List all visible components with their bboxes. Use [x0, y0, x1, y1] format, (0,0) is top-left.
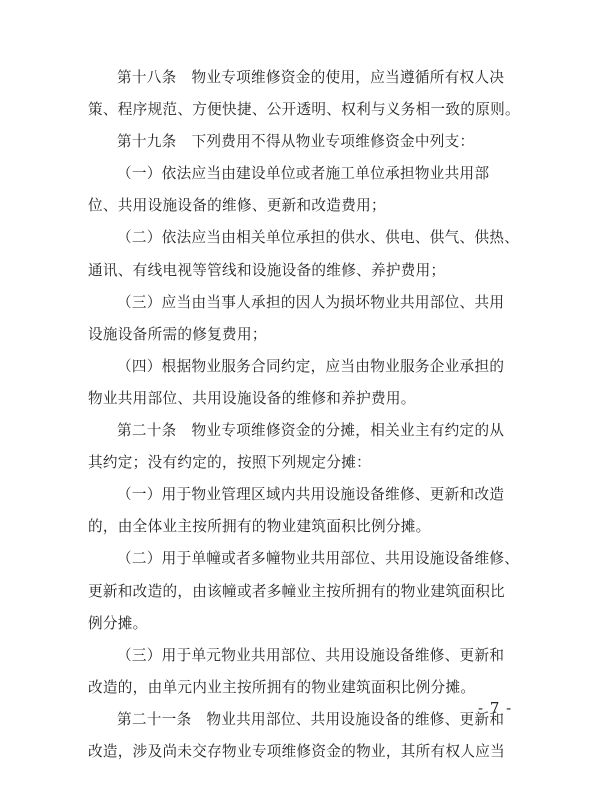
text-line: （二）用于单幢或者多幢物业共用部位、共用设施设备维修、 [117, 550, 520, 568]
text-line: 的，由全体业主按所拥有的物业建筑面积比例分摊。 [88, 518, 431, 536]
text-line: 策、程序规范、方便快捷、公开透明、权利与义务相一致的原则。 [88, 101, 520, 119]
text-line: 其约定；没有约定的，按照下列规定分摊： [88, 454, 371, 472]
text-line: 第十八条 物业专项维修资金的使用，应当遵循所有权人决 [117, 69, 505, 86]
text-line: （三）用于单元物业共用部位、共用设施设备维修、更新和 [117, 646, 505, 664]
text-line: （四）根据物业服务合同约定，应当由物业服务企业承担的 [117, 357, 505, 375]
text-line: 改造的，由单元内业主按所拥有的物业建筑面积比例分摊。 [88, 678, 476, 696]
text-line: 第十九条 下列费用不得从物业专项维修资金中列支： [117, 133, 475, 151]
paragraph [88, 126, 528, 158]
text-line: 第二十条 物业专项维修资金的分摊，相关业主有约定的从 [117, 422, 505, 440]
paragraph [88, 640, 528, 704]
paragraph [88, 62, 528, 126]
paragraph [88, 158, 528, 222]
paragraph [88, 287, 528, 351]
paragraph [88, 351, 528, 415]
text-line: 物业共用部位、共用设施设备的维修和养护费用。 [88, 389, 416, 407]
paragraph [88, 543, 528, 639]
paragraph [88, 222, 528, 286]
text-line: （三）应当由当事人承担的因人为损坏物业共用部位、共用 [117, 293, 505, 311]
page-number: - 7 - [478, 699, 513, 717]
text-line: （二）依法应当由相关单位承担的供水、供电、供气、供热、 [117, 229, 520, 247]
text-line: 更新和改造的，由该幢或者多幢业主按所拥有的物业建筑面积比 [88, 582, 506, 600]
paragraph [88, 415, 528, 479]
body-text [88, 62, 528, 768]
text-line: 位、共用设施设备的维修、更新和改造费用； [88, 197, 386, 215]
text-line: 例分摊。 [88, 614, 148, 632]
text-line: （一）用于物业管理区域内共用设施设备维修、更新和改造 [117, 486, 505, 504]
paragraph [88, 479, 528, 543]
text-line: 第二十一条 物业共用部位、共用设施设备的维修、更新和 [117, 710, 505, 728]
paragraph [88, 704, 528, 768]
text-line: 设施设备所需的修复费用； [88, 325, 267, 343]
text-line: 改造，涉及尚未交存物业专项维修资金的物业，其所有权人应当 [88, 742, 506, 760]
text-line: 通讯、有线电视等管线和设施设备的维修、养护费用； [88, 261, 446, 279]
text-line: （一）依法应当由建设单位或者施工单位承担物业共用部 [117, 165, 490, 183]
